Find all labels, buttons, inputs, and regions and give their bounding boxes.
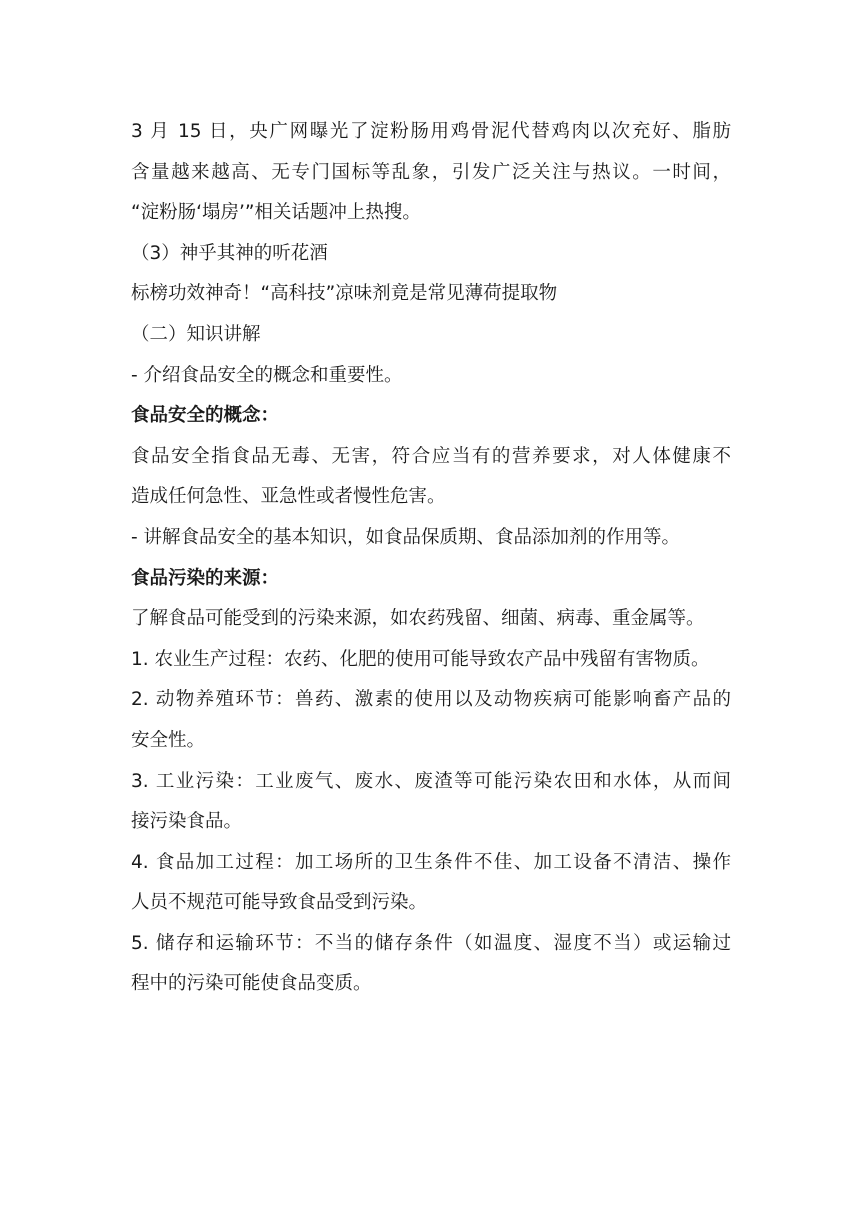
paragraph-line: 了解食品可能受到的污染来源，如农药残留、细菌、病毒、重金属等。 [131, 608, 705, 630]
paragraph-line: 标榜功效神奇！“高科技”凉味剂竟是常见薄荷提取物 [131, 283, 558, 305]
list-item-continuation: 安全性。 [131, 729, 206, 751]
bullet-item: - 介绍食品安全的概念和重要性。 [131, 364, 403, 386]
list-item: 5. 储存和运输环节：不当的储存条件（如温度、湿度不当）或运输过 [131, 932, 731, 954]
paragraph-line: 含量越来越高、无专门国标等乱象，引发广泛关注与热议。一时间， [131, 161, 731, 183]
paragraph-line: “淀粉肠‘塌房’”相关话题冲上热搜。 [131, 202, 421, 224]
list-item-continuation: 程中的污染可能使食品变质。 [131, 973, 372, 995]
list-item: 3. 工业污染：工业废气、废水、废渣等可能污染农田和水体，从而间 [131, 770, 731, 792]
paragraph-line: 食品安全指食品无毒、无害，符合应当有的营养要求，对人体健康不 [131, 445, 731, 467]
subheading: （3）神乎其神的听花酒 [131, 242, 328, 264]
bold-heading: 食品污染的来源： [131, 567, 280, 589]
section-heading: （二）知识讲解 [131, 323, 261, 345]
list-item-continuation: 接污染食品。 [131, 811, 243, 833]
list-item: 4. 食品加工过程：加工场所的卫生条件不佳、加工设备不清洁、操作 [131, 851, 731, 873]
list-item: 1. 农业生产过程：农药、化肥的使用可能导致农产品中残留有害物质。 [131, 648, 710, 670]
list-item: 2. 动物养殖环节：兽药、激素的使用以及动物疾病可能影响畜产品的 [131, 689, 731, 711]
bold-heading: 食品安全的概念： [131, 405, 280, 427]
paragraph-line: 造成任何急性、亚急性或者慢性危害。 [131, 486, 446, 508]
list-item-continuation: 人员不规范可能导致食品受到污染。 [131, 892, 428, 914]
document-page [131, 112, 731, 1005]
paragraph-line: 3 月 15 日，央广网曝光了淀粉肠用鸡骨泥代替鸡肉以次充好、脂肪 [131, 121, 731, 142]
bullet-item: - 讲解食品安全的基本知识，如食品保质期、食品添加剂的作用等。 [131, 526, 681, 548]
